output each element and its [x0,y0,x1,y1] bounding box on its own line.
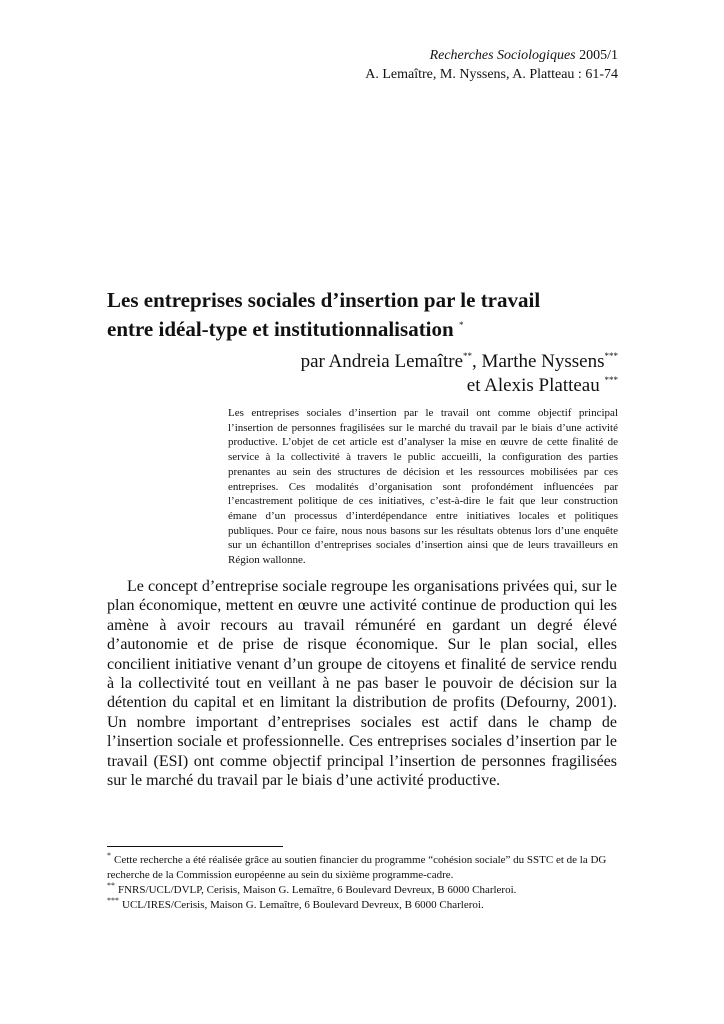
abstract: Les entreprises sociales d’insertion par le travail ont comme objectif principal l’insertion de personnes fragilisées sur le marché du travail par le biais d’une activité productive. L’objet de cet article est d’analyser la mise en œuvre de cette finalité de service à la collectivité à travers le public accueilli, la configuration des parties prenantes au sein des structures de décision et les ressources mobilisées par ces entreprises. Ces modalités d’organisation sont profondément influencées par l’encastrement politique de ces initiatives, c’est-à-dire le fait que leur construction émane d’un processus d’interdépendance entre initiatives locales et politiques publiques. Pour ce faire, nous nous basons sur les résultats obtenus lors d’une enquête sur un échantillon d’entreprises sociales d’insertion ainsi que de leurs travailleurs en Région wallonne. [228,407,618,567]
footnote-3-mark: *** [107,896,119,905]
footnote-2-text: FNRS/UCL/DVLP, Cerisis, Maison G. Lemaître, 6 Boulevard Devreux, B 6000 Charleroi. [118,884,517,896]
author-platteau-mark: *** [604,375,618,385]
author-line-1 [301,350,618,374]
footnote-1-text: Cette recherche a été réalisée grâce au soutien financier du programme “cohésion sociale” du SSTC et de la DG recherche de la Commission européenne au sein du sixième programme-cadre. [107,854,607,881]
journal-line [365,46,618,65]
running-head [365,46,618,84]
title-footnote-mark: * [458,320,464,330]
footnote-1-mark: * [107,851,111,860]
title-line-2: entre idéal-type et institutionnalisation [107,317,454,341]
citation-line: A. Lemaître, M. Nyssens, A. Platteau : 61-74 [365,67,618,82]
footnotes [107,853,617,913]
footnote-2-mark: ** [107,881,115,890]
footnote-3 [107,898,617,913]
footnote-3-text: UCL/IRES/Cerisis, Maison G. Lemaître, 6 Boulevard Devreux, B 6000 Charleroi. [122,899,484,911]
title-line-1: Les entreprises sociales d’insertion par le travail [107,288,541,312]
author-nyssens: , Marthe Nyssens [472,351,605,372]
author-line-2 [301,374,618,398]
article-title [107,286,627,344]
author-lemaitre-mark: ** [463,351,473,361]
author-lemaitre: par Andreia Lemaître [300,351,464,372]
author-byline [301,350,618,398]
footnote-2 [107,883,617,898]
journal-name: Recherches Sociologiques [429,48,576,63]
footnote-divider [107,846,283,847]
author-nyssens-mark: *** [604,351,618,361]
journal-issue: 2005/1 [575,48,618,63]
body-paragraph: Le concept d’entreprise sociale regroupe les organisations privées qui, sur le plan économique, mettent en œuvre une activité continue de production qui les amène à avoir recours au travail rémunéré en gardant un degré élevé d’autonomie et de prise de risque économique. Sur le plan social, elles concilient initiative venant d’un groupe de citoyens et finalité de service rendu à la collectivité tout en veillant à ne pas baser le pouvoir de décision sur la détention du capital et en limitant la distribution de profits (Defourny, 2001). Un nombre important d’entreprises sociales est actif dans le champ de l’insertion sociale et professionnelle. Ces entreprises sociales d’insertion par le travail (ESI) ont comme objectif principal l’insertion de personnes fragilisées sur le marché du travail par le biais d’une activité productive. [107,578,617,790]
footnote-1 [107,853,617,883]
author-platteau: et Alexis Platteau [466,375,600,396]
